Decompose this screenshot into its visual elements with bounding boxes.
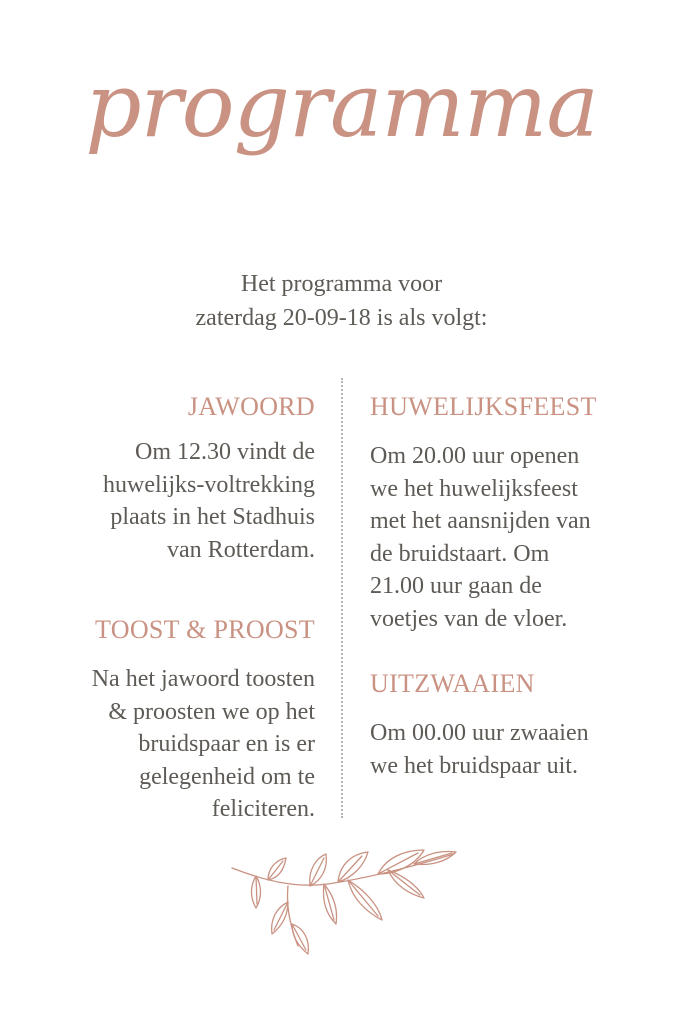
left-column (30, 390, 315, 826)
section-body-jawoord (30, 436, 315, 566)
section-body-toost (30, 663, 315, 826)
body-line: met het aansnijden van (370, 508, 591, 534)
body-line: we het huwelijksfeest (370, 475, 578, 502)
body-line: Om 20.00 uur openen (370, 443, 580, 469)
body-line: we het bruidspaar uit. (370, 752, 578, 779)
right-column (370, 390, 660, 782)
section-body-huwelijksfeest (370, 440, 660, 635)
page-title: programma (85, 54, 598, 157)
body-line: feliciteren. (211, 796, 315, 822)
body-line: gelegenheid om te (139, 763, 315, 790)
section-title-huwelijksfeest: HUWELIJKSFEEST (370, 392, 597, 421)
body-line: & proosten we op het (108, 698, 315, 725)
body-line: voetjes van de vloer. (370, 605, 568, 632)
column-divider (341, 378, 343, 818)
body-line: Om 12.30 vindt de (135, 439, 315, 465)
section-title-toost: TOOST & PROOST (95, 615, 315, 644)
body-line: Om 00.00 uur zwaaien (370, 720, 589, 746)
body-line: 21.00 uur gaan de (370, 573, 542, 599)
body-line: plaats in het Stadhuis (110, 504, 315, 530)
intro-line-1: Het programma voor (240, 271, 443, 297)
body-line: huwelijks-voltrekking (103, 471, 315, 498)
body-line: van Rotterdam. (167, 536, 315, 563)
leaf-sprig-icon (228, 846, 460, 958)
body-line: de bruidstaart. Om (370, 540, 550, 567)
section-body-uitzwaaien (370, 717, 660, 782)
body-line: Na het jawoord toosten (91, 666, 315, 692)
body-line: bruidspaar en is er (138, 731, 315, 757)
section-title-jawoord: JAWOORD (187, 392, 315, 421)
intro-text (0, 267, 683, 335)
section-title-uitzwaaien: UITZWAAIEN (370, 669, 535, 698)
intro-line-2: zaterdag 20-09-18 is als volgt: (195, 305, 488, 331)
